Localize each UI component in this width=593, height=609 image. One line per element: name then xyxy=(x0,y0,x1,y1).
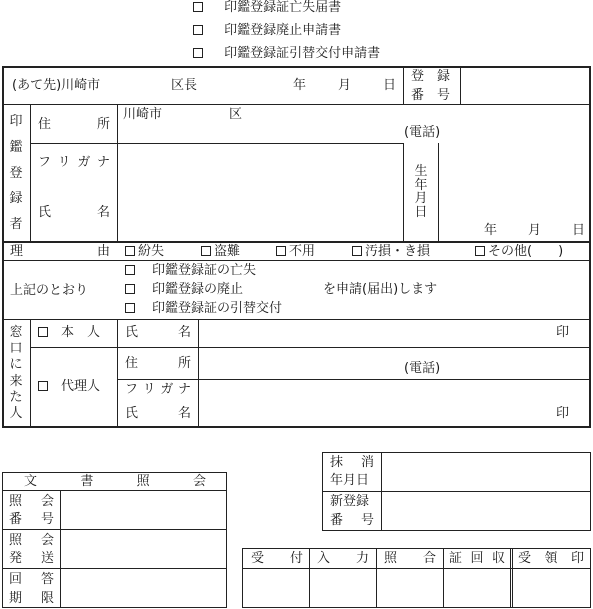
visitor-agent-address-label: 住 所 xyxy=(125,356,191,371)
inquiry-send-label-bottom: 発 送 xyxy=(9,551,54,566)
proc-cell-card-recovery[interactable] xyxy=(444,569,510,607)
checkbox[interactable] xyxy=(193,2,203,12)
visitor-agent-address-field[interactable] xyxy=(199,348,589,378)
registrant-address-ward: 区 xyxy=(229,107,243,122)
proc-cell-input[interactable] xyxy=(310,569,376,607)
reply-deadline-label-top: 回 答 xyxy=(9,572,54,587)
reason-damaged[interactable]: 汚損・き損 xyxy=(352,245,430,258)
registrant-phone-label: (電話) xyxy=(404,125,441,140)
reply-deadline-field[interactable] xyxy=(61,569,226,607)
proc-header-verify: 照 合 xyxy=(384,551,436,566)
doc-inquiry-title: 文 書 照 会 xyxy=(24,474,206,489)
reg-no-label-1: 登 録 xyxy=(411,69,451,84)
statement-suffix: を申請(届出)します xyxy=(323,282,438,297)
visitor-agent-name-field[interactable] xyxy=(199,380,589,426)
checkbox[interactable] xyxy=(38,381,48,391)
checkbox[interactable] xyxy=(276,246,286,256)
statement-item-abolish[interactable]: 印鑑登録の廃止 xyxy=(125,283,243,296)
reason-other[interactable]: その他( ) xyxy=(475,245,563,258)
birth-year: 年 xyxy=(484,223,498,238)
visitor-agent-option[interactable]: 代理人 xyxy=(38,380,100,393)
reason-label: 理 由 xyxy=(10,244,110,259)
visitor-agent-phone-label: (電話) xyxy=(404,361,441,376)
inquiry-send-field[interactable] xyxy=(61,530,226,568)
registrant-address-prefix: 川崎市 xyxy=(123,107,163,122)
proc-header-input: 入 力 xyxy=(317,551,369,566)
checkbox[interactable] xyxy=(193,25,203,35)
reason-unused[interactable]: 不用 xyxy=(276,245,315,258)
checkbox[interactable] xyxy=(201,246,211,256)
registrant-name-field[interactable] xyxy=(118,144,402,240)
inquiry-no-label-top: 照 会 xyxy=(9,494,54,509)
new-reg-no-label-bottom: 番 号 xyxy=(330,513,374,528)
date-year: 年 xyxy=(293,78,307,93)
inquiry-no-field[interactable] xyxy=(61,491,226,529)
new-reg-no-label-top: 新登録 xyxy=(330,494,370,509)
registrant-name-label: 氏 名 xyxy=(38,205,110,220)
proc-header-card-recovery: 証 回 収 xyxy=(449,551,505,566)
visitor-self-seal: 印 xyxy=(556,325,570,340)
registrant-address-field[interactable] xyxy=(260,106,580,142)
birth-date-label: 生 年 月 日 xyxy=(414,164,428,220)
deletion-date-label-top: 抹 消 xyxy=(330,455,374,470)
checkbox[interactable] xyxy=(125,246,135,256)
addressee-prefix: (あて先)川崎市 xyxy=(12,78,101,93)
reason-stolen[interactable]: 盗難 xyxy=(201,245,240,258)
visitor-self-name-field[interactable] xyxy=(199,320,589,347)
visitor-agent-seal: 印 xyxy=(556,406,570,421)
statement-item-lost[interactable]: 印鑑登録証の亡失 xyxy=(125,264,256,277)
reg-no-label-2: 番 号 xyxy=(411,88,451,103)
birth-date-field[interactable] xyxy=(439,144,589,240)
reason-lost[interactable]: 紛失 xyxy=(125,245,164,258)
checkbox[interactable] xyxy=(125,284,135,294)
header-check-reissue[interactable]: 印鑑登録証引替交付申請書 xyxy=(193,47,380,60)
ward-mayor: 区長 xyxy=(171,78,198,93)
proc-cell-received-seal[interactable] xyxy=(513,569,590,607)
birth-month: 月 xyxy=(528,223,542,238)
reg-no-field[interactable] xyxy=(461,67,589,104)
checkbox[interactable] xyxy=(38,327,48,337)
checkbox[interactable] xyxy=(475,246,485,256)
reply-deadline-label-bottom: 期 限 xyxy=(9,591,54,606)
visitor-self-option[interactable]: 本 人 xyxy=(38,326,100,339)
registrant-furigana-label: フ リ ガ ナ xyxy=(38,155,110,170)
inquiry-send-label-top: 照 会 xyxy=(9,533,54,548)
birth-day: 日 xyxy=(572,223,586,238)
registrant-side-label: 印 鑑 登 録 者 xyxy=(9,114,23,232)
visitor-self-name-label: 氏 名 xyxy=(125,325,191,340)
checkbox[interactable] xyxy=(125,265,135,275)
header-check-lost[interactable]: 印鑑登録証亡失届書 xyxy=(193,1,341,14)
checkbox[interactable] xyxy=(193,48,203,58)
checkbox[interactable] xyxy=(125,303,135,313)
inquiry-no-label-bottom: 番 号 xyxy=(9,512,54,527)
header-check-abolish[interactable]: 印鑑登録廃止申請書 xyxy=(193,24,341,37)
visitor-agent-furigana-label: フ リ ガ ナ xyxy=(125,382,191,397)
statement-lead: 上記のとおり xyxy=(10,283,89,298)
proc-header-receipt: 受 付 xyxy=(251,551,303,566)
proc-header-received-seal: 受 領 印 xyxy=(518,551,584,566)
checkbox[interactable] xyxy=(352,246,362,256)
proc-cell-receipt[interactable] xyxy=(243,569,309,607)
visitor-side-label: 窓 口 に 来 た 人 xyxy=(9,325,23,421)
visitor-agent-name-label: 氏 名 xyxy=(125,406,191,421)
date-day: 日 xyxy=(383,78,397,93)
registrant-address-label: 住 所 xyxy=(38,117,110,132)
proc-cell-verify[interactable] xyxy=(377,569,443,607)
date-month: 月 xyxy=(338,78,352,93)
new-reg-no-field[interactable] xyxy=(382,492,590,530)
deletion-date-field[interactable] xyxy=(382,453,590,491)
deletion-date-label-bottom: 年月日 xyxy=(330,473,370,488)
statement-item-reissue[interactable]: 印鑑登録証の引替交付 xyxy=(125,302,282,315)
